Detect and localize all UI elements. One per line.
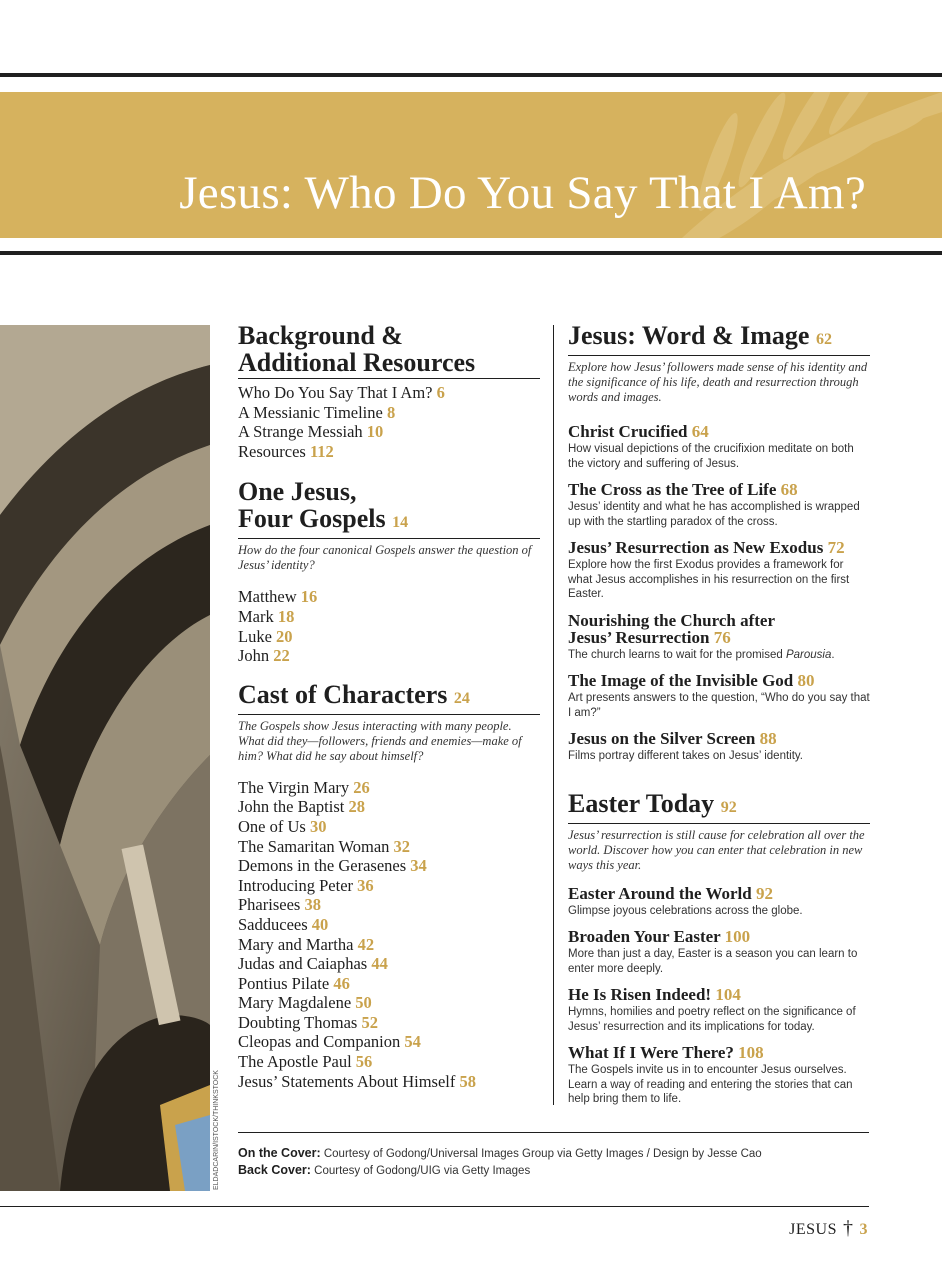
entry-title: Easter Around the World 92 <box>568 883 773 903</box>
entry-title: The Image of the Invisible God 80 <box>568 671 815 690</box>
title-banner <box>0 92 942 238</box>
magazine-name: JESUS <box>789 1221 837 1238</box>
entry-description: The Gospels invite us in to encounter Jesus ourselves. Learn a way of reading and entering the stories that can help bring them to life. <box>568 1064 853 1105</box>
toc-item[interactable]: The Samaritan Woman 32 <box>238 836 411 856</box>
toc-entry[interactable] <box>568 672 870 720</box>
section-title: Jesus: Word & Image 62 <box>568 322 870 356</box>
toc-entry[interactable] <box>568 1044 870 1107</box>
toc-left-column <box>238 322 540 1091</box>
section-title: Background & Additional Resources <box>238 322 540 379</box>
section-description: How do the four canonical Gospels answer the question of Jesus’ identity? <box>238 543 532 573</box>
page-footer <box>789 1217 868 1240</box>
toc-item[interactable]: Jesus’ Statements About Himself 58 <box>238 1071 477 1091</box>
top-rule <box>0 73 942 77</box>
page-title: Jesus: Who Do You Say That I Am? <box>179 167 866 219</box>
entry-description: How visual depictions of the crucifixion meditate on both the victory and suffering of Jesus. <box>568 443 854 470</box>
toc-entry[interactable] <box>568 481 870 529</box>
toc-item[interactable]: A Messianic Timeline 8 <box>238 402 396 422</box>
toc-item[interactable]: Pontius Pilate 46 <box>238 973 350 993</box>
toc-item[interactable]: Cleopas and Companion 54 <box>238 1032 421 1052</box>
toc-item[interactable]: Mark 18 <box>238 606 295 626</box>
section-title: Cast of Characters 24 <box>238 681 540 715</box>
toc-entry[interactable] <box>568 423 870 471</box>
section-cast-of-characters <box>238 681 540 1092</box>
toc-item[interactable]: Demons in the Gerasenes 34 <box>238 856 427 876</box>
toc-item[interactable]: Matthew 16 <box>238 587 318 607</box>
footer-rule <box>0 1206 869 1207</box>
section-background <box>238 322 540 461</box>
cathedral-arches-photo <box>0 325 210 1191</box>
entry-title: He Is Risen Indeed! 104 <box>568 985 741 1004</box>
entry-title: Nourishing the Church after Jesus’ Resurrection 76 <box>568 610 775 647</box>
toc-entry[interactable] <box>568 539 870 602</box>
entry-title: Christ Crucified 64 <box>568 422 709 441</box>
entry-description: Jesus’ identity and what he has accomplished is wrapped up with the startling paradox of the cross. <box>568 501 860 528</box>
toc-item[interactable]: Pharisees 38 <box>238 895 321 915</box>
entry-title: The Cross as the Tree of Life 68 <box>568 480 798 499</box>
toc-item[interactable]: John 22 <box>238 646 290 666</box>
toc-entry[interactable] <box>568 885 870 919</box>
toc-item[interactable]: Doubting Thomas 52 <box>238 1012 378 1032</box>
section-easter-today <box>568 790 870 1107</box>
toc-item[interactable]: Luke 20 <box>238 626 293 646</box>
entry-description: Hymns, homilies and poetry reflect on the significance of Jesus’ resurrection and its implications for today. <box>568 1006 856 1033</box>
toc-item[interactable]: Resources 112 <box>238 441 334 461</box>
toc-item[interactable]: John the Baptist 28 <box>238 797 365 817</box>
entry-description: More than just a day, Easter is a season you can learn to enter more deeply. <box>568 948 858 975</box>
cover-credits <box>238 1146 762 1179</box>
toc-item[interactable]: One of Us 30 <box>238 816 327 836</box>
toc-item[interactable]: Mary Magdalene 50 <box>238 993 372 1013</box>
toc-item[interactable]: Judas and Caiaphas 44 <box>238 954 388 974</box>
section-title: One Jesus, Four Gospels 14 <box>238 478 540 539</box>
page-number: 3 <box>859 1221 868 1238</box>
section-description: Explore how Jesus’ followers made sense of his identity and the significance of his life, death and resurrection through words and images. <box>568 360 868 404</box>
photo-credit: ELDADCARIN/ISTOCK/THINKSTOCK <box>213 1070 220 1190</box>
section-description: Jesus’ resurrection is still cause for celebration all over the world. Discover how you can enter that celebration in new ways this year. <box>568 827 865 872</box>
credits-divider <box>238 1132 869 1133</box>
entry-description: The church learns to wait for the promised Parousia. <box>568 648 835 661</box>
toc-item[interactable]: The Virgin Mary 26 <box>238 777 370 797</box>
entry-title: What If I Were There? 108 <box>568 1043 764 1062</box>
toc-item[interactable]: Sadducees 40 <box>238 914 329 934</box>
entry-title: Jesus’ Resurrection as New Exodus 72 <box>568 538 845 557</box>
cross-icon: † <box>843 1217 854 1239</box>
toc-item[interactable]: The Apostle Paul 56 <box>238 1052 373 1072</box>
toc-item[interactable]: Introducing Peter 36 <box>238 875 374 895</box>
toc-item[interactable]: Mary and Martha 42 <box>238 934 375 954</box>
entry-description: Films portray different takes on Jesus’ identity. <box>568 750 803 762</box>
section-description: The Gospels show Jesus interacting with many people. What did they—followers, friends and enemies—make of him? What did he say about himself? <box>238 718 522 763</box>
toc-entry[interactable] <box>568 730 870 764</box>
back-cover-credit: Back Cover: Courtesy of Godong/UIG via Getty Images <box>238 1162 531 1177</box>
entry-description: Art presents answers to the question, “Who do you say that I am?” <box>568 692 870 719</box>
entry-description: Glimpse joyous celebrations across the globe. <box>568 904 803 917</box>
section-title: Easter Today 92 <box>568 790 870 824</box>
section-four-gospels <box>238 478 540 665</box>
front-cover-credit: On the Cover: Courtesy of Godong/Universal Images Group via Getty Images / Design by Jesse Cao <box>238 1146 762 1160</box>
toc-entry[interactable] <box>568 928 870 976</box>
toc-entry[interactable] <box>568 612 870 663</box>
toc-right-column <box>568 322 870 1117</box>
entry-title: Broaden Your Easter 100 <box>568 927 751 946</box>
entry-description: Explore how the first Exodus provides a framework for what Jesus accomplishes in his resurrection on the first Easter. <box>568 559 850 600</box>
column-divider <box>553 325 554 1105</box>
banner-bottom-rule <box>0 251 942 255</box>
toc-entry[interactable] <box>568 986 870 1034</box>
section-word-image <box>568 322 870 764</box>
toc-item[interactable]: A Strange Messiah 10 <box>238 422 384 442</box>
toc-item[interactable]: Who Do You Say That I Am? 6 <box>238 383 445 402</box>
entry-title: Jesus on the Silver Screen 88 <box>568 729 777 748</box>
